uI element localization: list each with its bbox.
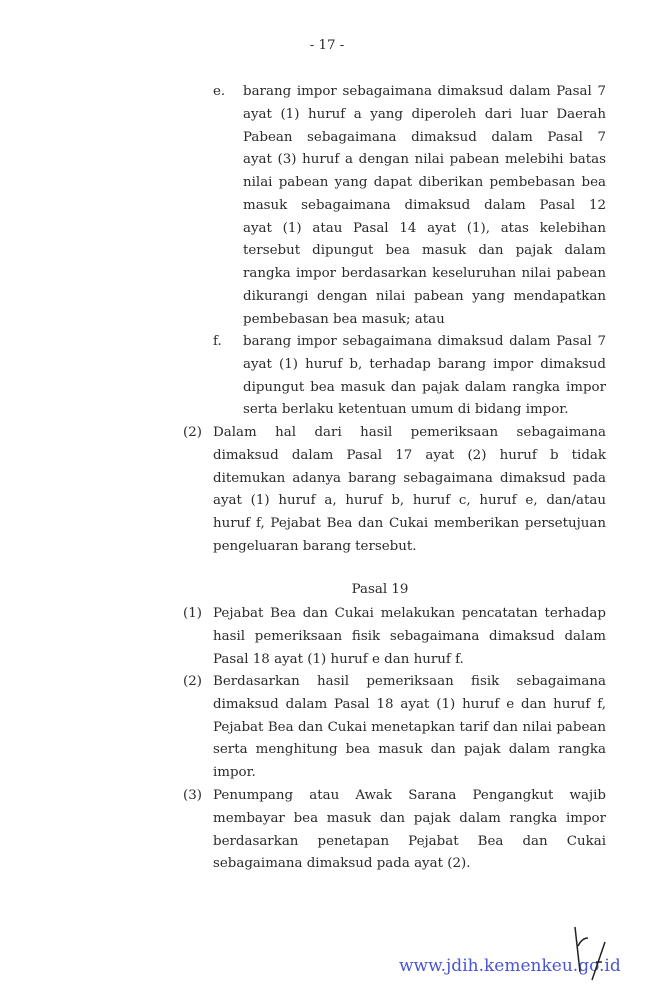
text-line: impor.	[213, 765, 256, 780]
text-line: Pejabat Bea dan Cukai melakukan pencatatan terhadap	[213, 606, 606, 621]
text-line: pengeluaran barang tersebut.	[213, 538, 417, 554]
text-line: huruf f, Pejabat Bea dan Cukai memberikan persetujuan	[213, 516, 606, 531]
text-line: Pejabat Bea dan Cukai menetapkan tarif dan nilai pabean	[213, 719, 606, 735]
text-line: Pabean sebagaimana dimaksud dalam Pasal 7	[243, 129, 606, 145]
item-label: (2)	[183, 674, 202, 689]
text-line: barang impor sebagaimana dimaksud dalam Pasal 7	[243, 334, 606, 349]
paraf-signature	[570, 922, 620, 982]
item-label: f.	[213, 334, 222, 349]
text-line: hasil pemeriksaan fisik sebagaimana dimaksud dalam	[213, 628, 606, 644]
footer-link[interactable]: www.jdih.kemenkeu.go.id	[399, 956, 621, 976]
text-line: ayat (1) atau Pasal 14 ayat (1), atas kelebihan	[243, 220, 606, 236]
text-line: pembebasan bea masuk; atau	[243, 311, 445, 327]
text-line: dimaksud dalam Pasal 17 ayat (2) huruf b tidak	[213, 447, 606, 463]
item-label: (1)	[183, 606, 202, 621]
text-line: Berdasarkan hasil pemeriksaan fisik sebagaimana	[213, 674, 606, 689]
item-label: e.	[213, 84, 226, 99]
section-heading: Pasal 19	[351, 582, 409, 597]
text-line: Penumpang atau Awak Sarana Pengangkut wajib	[213, 788, 606, 803]
text-line: Pasal 18 ayat (1) huruf e dan huruf f.	[213, 651, 464, 667]
text-line: ditemukan adanya barang sebagaimana dimaksud pada	[213, 470, 606, 486]
text-line: sebagaimana dimaksud pada ayat (2).	[213, 856, 471, 872]
text-line: Dalam hal dari hasil pemeriksaan sebagaimana	[213, 425, 606, 440]
text-line: rangka impor berdasarkan keseluruhan nilai pabean	[243, 266, 606, 281]
text-line: nilai pabean yang dapat diberikan pembebasan bea	[243, 175, 606, 190]
text-line: serta berlaku ketentuan umum di bidang impor.	[243, 402, 569, 418]
text-line: masuk sebagaimana dimaksud dalam Pasal 12	[243, 197, 606, 213]
text-line: dimaksud dalam Pasal 18 ayat (1) huruf e dan huruf f,	[213, 696, 606, 712]
item-label: (3)	[183, 788, 202, 803]
page-number: - 17 -	[309, 38, 345, 53]
text-line: serta menghitung bea masuk dan pajak dalam rangka	[213, 742, 606, 758]
text-line: dikurangi dengan nilai pabean yang mendapatkan	[243, 288, 606, 304]
text-line: ayat (1) huruf a, huruf b, huruf c, huruf e, dan/atau	[213, 493, 606, 509]
text-line: ayat (1) huruf a yang diperoleh dari luar Daerah	[243, 106, 606, 122]
text-line: ayat (3) huruf a dengan nilai pabean melebihi batas	[243, 152, 606, 168]
text-line: dipungut bea masuk dan pajak dalam rangka impor	[243, 379, 606, 395]
text-line: membayar bea masuk dan pajak dalam rangka impor	[213, 810, 606, 826]
text-line: ayat (1) huruf b, terhadap barang impor dimaksud	[243, 356, 606, 372]
item-label: (2)	[183, 425, 202, 440]
text-line: barang impor sebagaimana dimaksud dalam Pasal 7	[243, 84, 606, 99]
text-line: berdasarkan penetapan Pejabat Bea dan Cukai	[213, 833, 606, 849]
text-line: tersebut dipungut bea masuk dan pajak dalam	[243, 243, 606, 259]
